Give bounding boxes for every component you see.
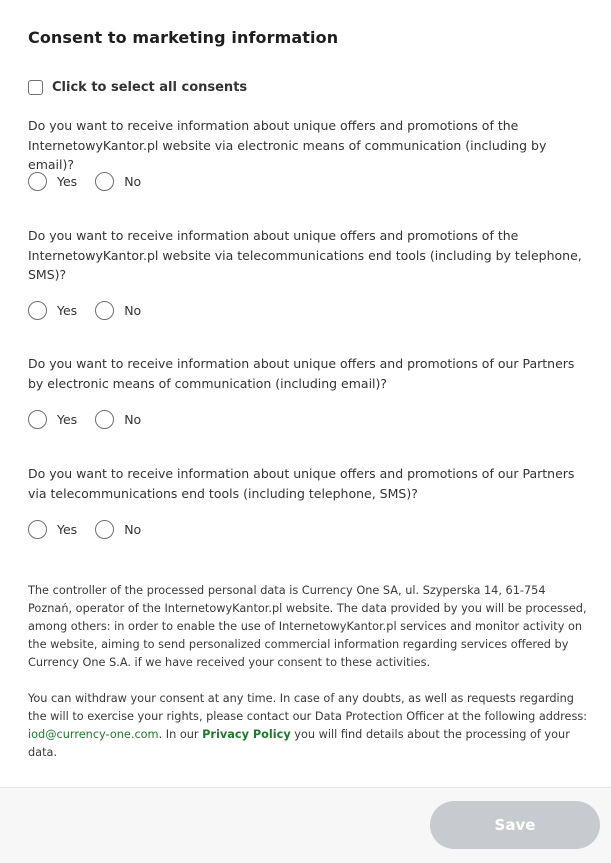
radio-yes[interactable]	[28, 301, 47, 320]
consent-radio-group-partners-telecom	[28, 520, 159, 539]
radio-yes[interactable]	[28, 172, 47, 191]
radio-no-label: No	[124, 303, 142, 318]
consent-partners-email-yes-option[interactable]	[28, 410, 77, 429]
consent-question-telecom: Do you want to receive information about unique offers and promotions of the InternetowyKantor.pl website via telecommunications end tools (including by telephone, SMS)?	[28, 228, 582, 282]
consent-question-email: Do you want to receive information about unique offers and promotions of the InternetowyKantor.pl website via electronic means of communication (including by email)?	[28, 118, 547, 172]
radio-no[interactable]	[95, 520, 114, 539]
select-all-consents[interactable]	[28, 80, 247, 95]
select-all-label: Click to select all consents	[52, 80, 248, 95]
consent-email-no-option[interactable]	[95, 172, 141, 191]
consent-question-partners-telecom: Do you want to receive information about unique offers and promotions of our Partners via telecommunications end tools (including telephone, SMS)?	[28, 466, 575, 501]
withdraw-text-1: You can withdraw your consent at any time. In case of any doubts, as well as requests regarding the will to exercise your rights, please contact our Data Protection Officer at the following address:	[28, 692, 588, 723]
consent-telecom-yes-option[interactable]	[28, 301, 77, 320]
withdraw-text-3: you will find details about the processing of your data.	[28, 728, 570, 759]
consent-email-yes-option[interactable]	[28, 172, 77, 191]
dpo-email-link[interactable]: iod@currency-one.com	[28, 728, 159, 741]
save-button[interactable]: Save	[430, 801, 600, 849]
privacy-policy-link[interactable]: Privacy Policy	[202, 728, 291, 741]
consent-question-partners-email: Do you want to receive information about unique offers and promotions of our Partners by electronic means of communication (including email)?	[28, 356, 575, 391]
consent-partners-telecom-yes-option[interactable]	[28, 520, 77, 539]
radio-no-label: No	[124, 174, 142, 189]
consent-partners-telecom-no-option[interactable]	[95, 520, 141, 539]
radio-yes[interactable]	[28, 520, 47, 539]
radio-no[interactable]	[95, 410, 114, 429]
withdraw-text-2: . In our	[158, 728, 203, 741]
radio-no-label: No	[124, 412, 142, 427]
consent-radio-group-partners-email	[28, 410, 159, 429]
page-title: Consent to marketing information	[28, 28, 339, 47]
data-controller-info: The controller of the processed personal data is Currency One SA, ul. Szyperska 14, 61-754 Poznań, operator of the InternetowyKantor.pl website. The data provided by you will be processed, among others: in order to enable the use of InternetowyKantor.pl services and monitor activity on the website, aiming to send personalized commercial information regarding services offered by Currency One S.A. if we have received your consent to these activities.	[28, 584, 587, 669]
radio-no[interactable]	[95, 301, 114, 320]
select-all-checkbox[interactable]	[28, 80, 43, 95]
radio-yes-label: Yes	[57, 174, 78, 189]
radio-no[interactable]	[95, 172, 114, 191]
consent-telecom-no-option[interactable]	[95, 301, 141, 320]
radio-yes-label: Yes	[57, 303, 78, 318]
radio-yes-label: Yes	[57, 412, 78, 427]
consent-partners-email-no-option[interactable]	[95, 410, 141, 429]
consent-radio-group-telecom	[28, 301, 159, 320]
radio-yes-label: Yes	[57, 522, 78, 537]
withdraw-consent-info	[28, 690, 588, 762]
radio-yes[interactable]	[28, 410, 47, 429]
radio-no-label: No	[124, 522, 142, 537]
consent-radio-group-email	[28, 172, 159, 191]
